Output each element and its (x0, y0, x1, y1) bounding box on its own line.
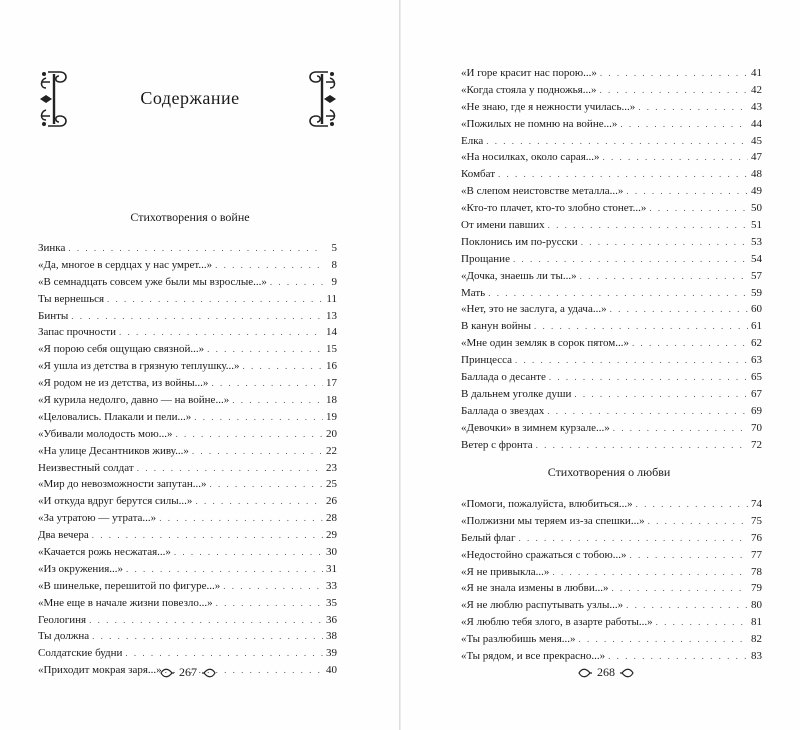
toc-entry-title: «Я курила недолго, давно — на войне...» (38, 394, 230, 407)
dot-leader (648, 513, 748, 530)
toc-entry (38, 358, 337, 375)
toc-entry-title: Елка (461, 134, 484, 147)
toc-entry-title: «Ты разлюбишь меня...» (461, 633, 576, 646)
dot-leader (207, 341, 323, 358)
toc-list-war (38, 240, 337, 679)
toc-entry (38, 628, 337, 645)
toc-entry-page: 82 (751, 633, 762, 646)
toc-entry-title: «Целовались. Плакали и пели...» (38, 410, 192, 423)
toc-entry (461, 648, 762, 665)
toc-entry (461, 234, 762, 251)
toc-entry-page: 43 (751, 100, 762, 113)
dot-leader (210, 476, 323, 493)
toc-entry (461, 614, 762, 631)
dot-leader (195, 493, 323, 510)
toc-entry-page: 11 (326, 292, 337, 305)
dot-leader (547, 403, 748, 420)
toc-entry-page: 28 (326, 512, 337, 525)
toc-entry-title: «Я родом не из детства, из войны...» (38, 377, 209, 390)
toc-entry (461, 597, 762, 614)
toc-entry (38, 510, 337, 527)
toc-entry-page: 41 (751, 67, 762, 79)
dot-leader (599, 82, 748, 99)
dot-leader (126, 561, 323, 578)
fleuron-left-icon (160, 667, 174, 679)
dot-leader (603, 149, 748, 166)
toc-entry-title: «В слепом неистовстве металла...» (461, 185, 624, 198)
toc-entry (38, 645, 337, 662)
toc-entry-page: 20 (326, 427, 337, 440)
toc-entry (461, 116, 762, 133)
dot-leader (223, 578, 323, 595)
dot-leader (548, 217, 748, 234)
toc-entry-title: В дальнем уголке души (461, 387, 572, 400)
dot-leader (534, 318, 748, 335)
dot-leader (629, 547, 748, 564)
dot-leader (192, 443, 323, 460)
dot-leader (270, 274, 323, 291)
dot-leader (626, 183, 748, 200)
toc-entry-page: 83 (751, 650, 762, 663)
dot-leader (626, 597, 748, 614)
toc-entry-title: Поклонись им по-русски (461, 235, 578, 248)
toc-entry-title: Ты должна (38, 630, 90, 643)
toc-entry-page: 40 (326, 664, 337, 677)
toc-entry (461, 149, 762, 166)
toc-entry-page: 39 (326, 647, 337, 660)
toc-entry-page: 81 (751, 616, 762, 629)
toc-entry-page: 80 (751, 599, 762, 612)
toc-list-war-continued (461, 65, 762, 453)
toc-entry-page: 45 (751, 134, 762, 147)
toc-entry (461, 166, 762, 183)
toc-entry-page: 59 (751, 286, 762, 299)
toc-entry-page: 26 (326, 495, 337, 508)
dot-leader (579, 631, 748, 648)
toc-entry (38, 240, 337, 257)
dot-leader (498, 166, 748, 183)
toc-entry-page: 29 (326, 529, 337, 542)
toc-entry (38, 291, 337, 308)
toc-entry (38, 308, 337, 325)
toc-entry (38, 324, 337, 341)
page-number-right (578, 665, 634, 680)
toc-entry-page: 48 (751, 168, 762, 181)
toc-entry (38, 341, 337, 358)
toc-entry-title: «На носилках, около сарая...» (461, 151, 600, 164)
toc-entry (38, 460, 337, 477)
toc-entry-title: «Мне еще в начале жизни повезло...» (38, 596, 213, 609)
toc-entry (461, 564, 762, 581)
dot-leader (518, 530, 748, 547)
toc-entry-page: 62 (751, 337, 762, 350)
toc-entry (461, 369, 762, 386)
toc-entry-title: «В шинельке, перешитой по фигуре...» (38, 579, 221, 592)
toc-entry-page: 63 (751, 354, 762, 367)
toc-entry-title: Солдатские будни (38, 647, 123, 660)
toc-entry-page: 8 (331, 258, 337, 271)
toc-entry-title: Бинты (38, 309, 69, 322)
toc-entry-page: 65 (751, 371, 762, 384)
toc-entry-page: 17 (326, 377, 337, 390)
toc-entry-page: 23 (326, 461, 337, 474)
toc-entry-page: 42 (751, 83, 762, 96)
dot-leader (92, 628, 323, 645)
toc-entry-page: 16 (326, 360, 337, 373)
toc-entry-title: Прощание (461, 252, 510, 265)
fleuron-right-icon (620, 667, 634, 679)
toc-entry-page: 57 (751, 269, 762, 282)
toc-entry-page: 60 (751, 303, 762, 316)
dot-leader (600, 65, 748, 82)
toc-entry (38, 392, 337, 409)
dot-leader (137, 460, 323, 477)
toc-entry (461, 285, 762, 302)
toc-entry (461, 496, 762, 513)
dot-leader (608, 648, 748, 665)
toc-entry (461, 631, 762, 648)
dot-leader (574, 386, 748, 403)
toc-entry (461, 420, 762, 437)
toc-entry-title: «Да, многое в сердцах у нас умрет...» (38, 258, 213, 271)
toc-entry (461, 352, 762, 369)
toc-entry-page: 50 (751, 202, 762, 215)
dot-leader (194, 409, 323, 426)
toc-entry (461, 183, 762, 200)
folio-number: 268 (597, 665, 615, 679)
toc-entry-page: 75 (751, 514, 762, 527)
toc-entry-title: Два вечера (38, 529, 89, 542)
toc-entry-page: 78 (751, 565, 762, 578)
dot-leader (620, 116, 748, 133)
toc-entry-title: «Кто-то плачет, кто-то злобно стонет...» (461, 202, 647, 215)
toc-entry-page: 19 (326, 410, 337, 423)
toc-entry-title: «Помоги, пожалуйста, влюбиться...» (461, 498, 633, 510)
dot-leader (68, 240, 323, 257)
dot-leader (613, 420, 748, 437)
toc-entry-title: «Ты рядом, и все прекрасно...» (461, 650, 606, 663)
dot-leader (580, 268, 748, 285)
toc-entry-title: «Я ушла из детства в грязную теплушку...» (38, 360, 240, 373)
toc-entry-title: «И горе красит нас порою...» (461, 67, 597, 79)
dot-leader (211, 375, 323, 392)
dot-leader (232, 392, 323, 409)
page-number-left (160, 665, 216, 680)
toc-entry-page: 70 (751, 421, 762, 434)
toc-entry (461, 403, 762, 420)
toc-entry (38, 561, 337, 578)
toc-entry-title: Баллада о звездах (461, 404, 545, 417)
toc-entry-title: «Качается рожь несжатая...» (38, 546, 171, 559)
toc-entry-page: 36 (326, 613, 337, 626)
toc-entry (461, 217, 762, 234)
toc-entry-title: Комбат (461, 168, 496, 181)
toc-entry-title: «Мир до невозможности запутан...» (38, 478, 207, 491)
right-page (401, 0, 800, 730)
dot-leader (119, 324, 323, 341)
toc-entry (38, 612, 337, 629)
toc-entry (461, 335, 762, 352)
toc-entry-page: 49 (751, 185, 762, 198)
dot-leader (243, 358, 323, 375)
toc-entry-page: 9 (331, 275, 337, 288)
dot-leader (515, 352, 748, 369)
toc-entry (38, 257, 337, 274)
dot-leader (89, 612, 323, 629)
toc-entry-page: 13 (326, 309, 337, 322)
toc-entry-page: 51 (751, 219, 762, 232)
toc-entry-page: 74 (751, 498, 762, 510)
toc-entry (38, 578, 337, 595)
toc-entry (461, 65, 762, 82)
dot-leader (107, 291, 323, 308)
toc-entry-title: В канун войны (461, 320, 531, 333)
toc-entry-page: 44 (751, 117, 762, 130)
dot-leader (92, 527, 323, 544)
left-page (0, 0, 399, 730)
dot-leader (486, 133, 748, 150)
toc-entry (38, 476, 337, 493)
toc-entry (461, 82, 762, 99)
toc-entry (461, 386, 762, 403)
dot-leader (159, 510, 323, 527)
toc-entry (461, 99, 762, 116)
toc-entry (38, 544, 337, 561)
toc-entry-page: 33 (326, 579, 337, 592)
toc-entry-page: 22 (326, 444, 337, 457)
toc-entry-page: 25 (326, 478, 337, 491)
toc-entry-page: 38 (326, 630, 337, 643)
dot-leader (632, 335, 748, 352)
toc-entry-page: 79 (751, 582, 762, 595)
toc-entry (38, 274, 337, 291)
dot-leader (610, 301, 748, 318)
toc-entry (461, 133, 762, 150)
fleuron-right-icon (202, 667, 216, 679)
toc-entry (461, 268, 762, 285)
toc-entry (461, 318, 762, 335)
toc-entry-title: Неизвестный солдат (38, 461, 134, 474)
dot-leader (71, 308, 323, 325)
toc-entry-page: 77 (751, 548, 762, 561)
folio-number: 267 (179, 665, 197, 679)
toc-entry (461, 530, 762, 547)
toc-entry-title: «Я порою себя ощущаю связной...» (38, 343, 205, 356)
toc-entry-title: Запас прочности (38, 326, 117, 339)
toc-entry-title: «Я не люблю распутывать узлы...» (461, 599, 624, 612)
toc-entry (461, 437, 762, 454)
toc-entry-title: «Я люблю тебя злого, в азарте работы...» (461, 616, 653, 629)
toc-entry (38, 595, 337, 612)
toc-entry-page: 54 (751, 252, 762, 265)
toc-entry-title: Баллада о десанте (461, 371, 546, 384)
toc-entry-title: «Мне один земляк в сорок пятом...» (461, 337, 629, 350)
fleuron-left-icon (578, 667, 592, 679)
dot-leader (215, 257, 323, 274)
dot-leader (549, 369, 748, 386)
toc-entry (38, 527, 337, 544)
dot-leader (581, 234, 748, 251)
toc-entry-page: 15 (326, 343, 337, 356)
toc-entry-title: Ты вернешься (38, 292, 105, 305)
toc-entry-title: Принцесса (461, 354, 513, 367)
toc-entry-page: 18 (326, 394, 337, 407)
dot-leader (656, 614, 748, 631)
toc-entry-title: «Не знаю, где я нежности училась...» (461, 100, 636, 113)
toc-entry-title: «Девочки» в зимнем курзале...» (461, 421, 610, 434)
toc-entry (461, 301, 762, 318)
toc-entry-title: Белый флаг (461, 531, 516, 544)
dot-leader (611, 580, 748, 597)
toc-entry-title: Геологиня (38, 613, 87, 626)
toc-entry-page: 67 (751, 387, 762, 400)
toc-entry (461, 580, 762, 597)
toc-entry-title: «Пожилых не помню на войне...» (461, 117, 618, 130)
dot-leader (536, 437, 748, 454)
toc-entry-page: 53 (751, 235, 762, 248)
toc-entry (461, 513, 762, 530)
toc-entry-title: «Я не привыкла...» (461, 565, 550, 578)
toc-entry-title: «Нет, это не заслуга, а удача...» (461, 303, 607, 316)
toc-entry-title: «Полжизни мы теряем из-за спешки...» (461, 514, 645, 527)
toc-entry-title: «Приходит мокрая заря...» (38, 664, 162, 677)
dot-leader (649, 200, 748, 217)
toc-entry (38, 426, 337, 443)
dot-leader (638, 99, 748, 116)
toc-entry-title: От имени павших (461, 219, 545, 232)
toc-entry-title: «Недостойно сражаться с тобою...» (461, 548, 627, 561)
toc-entry-title: Ветер с фронта (461, 438, 533, 451)
toc-entry-page: 61 (751, 320, 762, 333)
dot-leader (125, 645, 323, 662)
toc-entry (461, 200, 762, 217)
toc-entry (461, 251, 762, 268)
toc-entry-page: 47 (751, 151, 762, 164)
section-title-war: Стихотворения о войне (130, 210, 250, 224)
page-title: Содержание (140, 88, 240, 108)
toc-entry-title: Зинка (38, 242, 66, 254)
toc-entry-page: 5 (331, 242, 337, 254)
toc-entry-page: 69 (751, 404, 762, 417)
toc-entry-page: 30 (326, 546, 337, 559)
dot-leader (552, 564, 748, 581)
toc-list-love (461, 496, 762, 665)
toc-entry (38, 409, 337, 426)
toc-entry-title: Мать (461, 286, 486, 299)
toc-entry-title: «И откуда вдруг берутся силы...» (38, 495, 193, 508)
dot-leader (513, 251, 748, 268)
toc-entry-title: «Дочка, знаешь ли ты...» (461, 269, 577, 282)
toc-entry-title: «Когда стояла у подножья...» (461, 83, 597, 96)
toc-entry-page: 14 (326, 326, 337, 339)
dot-leader (174, 544, 323, 561)
dot-leader (488, 285, 748, 302)
dot-leader (175, 426, 323, 443)
section-title-love: Стихотворения о любви (547, 465, 671, 479)
toc-entry-title: «Убивали молодость мою...» (38, 427, 173, 440)
toc-entry-title: «Я не знала измены в любви...» (461, 582, 609, 595)
toc-entry (38, 493, 337, 510)
toc-entry-page: 31 (326, 562, 337, 575)
dot-leader (636, 496, 748, 513)
toc-entry-title: «За утратою — утрата...» (38, 512, 157, 525)
toc-entry-page: 35 (326, 596, 337, 609)
toc-entry-title: «Из окружения...» (38, 562, 124, 575)
toc-entry-title: «В семнадцать совсем уже были мы взрослые...» (38, 275, 267, 288)
toc-entry-page: 72 (751, 438, 762, 451)
toc-entry-page: 76 (751, 531, 762, 544)
toc-entry (461, 547, 762, 564)
toc-entry-title: «На улице Десантников живу...» (38, 444, 189, 457)
toc-entry (38, 375, 337, 392)
toc-entry (38, 443, 337, 460)
dot-leader (216, 595, 323, 612)
